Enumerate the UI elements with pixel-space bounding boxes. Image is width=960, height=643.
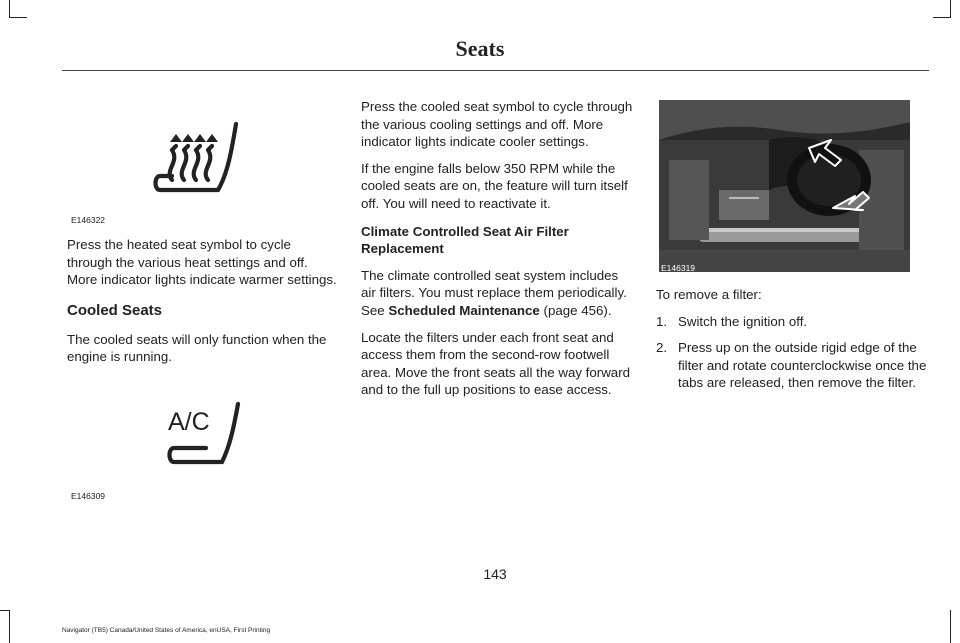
figure-code: E146322 — [71, 215, 106, 225]
step-text: Switch the ignition off. — [678, 313, 808, 329]
filter-text — [361, 267, 633, 320]
crop-mark — [9, 610, 10, 643]
step-number: 2. — [656, 340, 668, 356]
crop-mark — [9, 0, 10, 18]
crop-mark — [950, 0, 951, 18]
locate-filters-text: Locate the filters under each front seat and access them from the second-row footwell area. Move the front seats all the way forward and to the full up positions to ease access. — [361, 329, 631, 398]
filter-text-post: (page 456). — [539, 302, 612, 318]
remove-filter-intro: To remove a filter: — [656, 287, 762, 302]
cooled-seat-icon — [166, 400, 246, 472]
remove-filter-steps — [656, 313, 928, 392]
cooled-seat-cycle-text: Press the cooled seat symbol to cycle through the various cooling settings and off. More indicator lights indicate cooler settings. — [361, 99, 633, 150]
cooled-seats-text: The cooled seats will only function when the engine is running. — [67, 331, 327, 365]
footer-text: Navigator (TB5) Canada/United States of America, enUSA, First Printing — [62, 627, 271, 634]
crop-mark — [950, 610, 951, 643]
ac-label: A/C — [168, 408, 210, 436]
scheduled-maintenance-link[interactable]: Scheduled Maintenance — [388, 302, 540, 318]
cooled-seats-heading: Cooled Seats — [67, 301, 163, 319]
filter-location-photo — [659, 100, 910, 272]
left-column — [67, 236, 339, 375]
page-number: 143 — [483, 566, 507, 582]
heated-seat-icon — [150, 118, 245, 206]
crop-mark — [933, 17, 951, 18]
right-column — [656, 286, 928, 401]
filter-heading: Climate Controlled Seat Air Filter Replacement — [361, 223, 569, 257]
crop-mark — [9, 17, 27, 18]
header-divider — [62, 70, 929, 71]
list-item — [656, 313, 928, 331]
filter-text-pre: The climate controlled seat system includes air filters. You must replace them periodically. See — [361, 267, 627, 318]
heated-seat-text: Press the heated seat symbol to cycle through the various heat settings and off. More indicator lights indicate warmer settings. — [67, 237, 337, 288]
crop-mark — [0, 610, 10, 611]
figure-code: E146319 — [661, 263, 696, 273]
step-text: Press up on the outside rigid edge of the filter and rotate counterclockwise once the tabs are released, then remove the filter. — [678, 340, 927, 391]
rpm-warning-text: If the engine falls below 350 RPM while the cooled seats are on, the feature will turn itself off. You will need to reactivate it. — [361, 160, 628, 211]
page-title: Seats — [455, 36, 505, 61]
list-item — [656, 339, 928, 392]
middle-column — [361, 98, 633, 408]
figure-code: E146309 — [71, 491, 106, 501]
step-number: 1. — [656, 313, 668, 329]
